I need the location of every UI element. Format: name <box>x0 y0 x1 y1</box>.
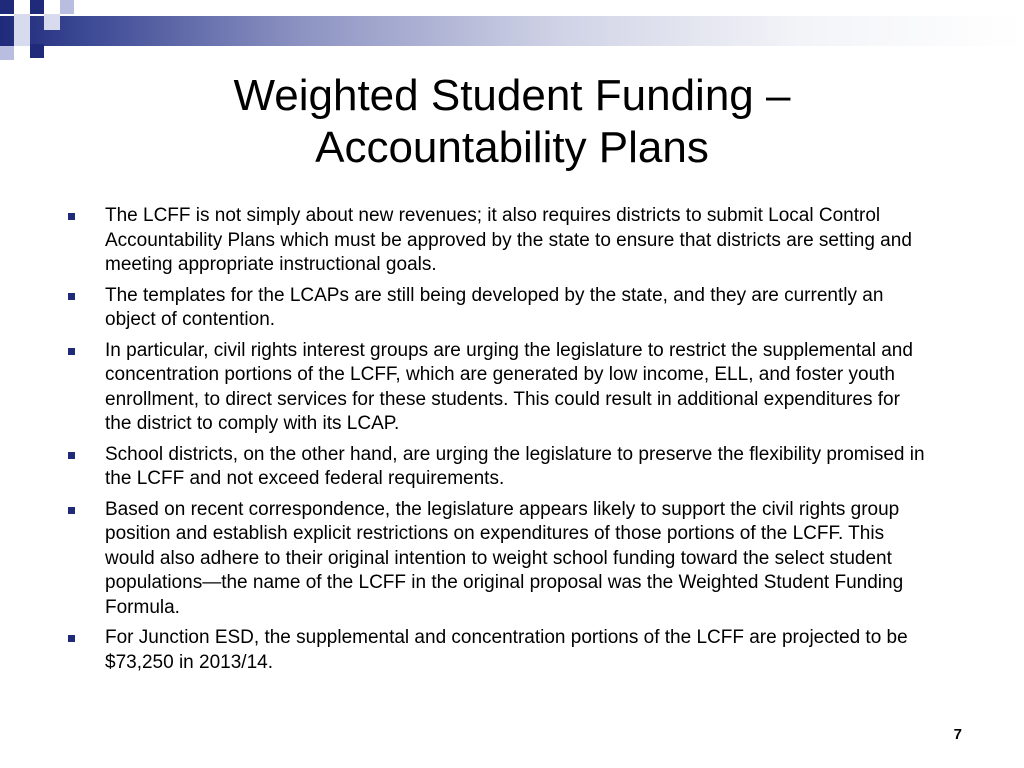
bullet-text: Based on recent correspondence, the legislature appears likely to support the civil rights group position and establish explicit restrictions on expenditures of those portions of the LCFF. This would also adhere to their original intention to weight school funding toward the select student populations—the name of the LCFF in the original proposal was the Weighted Student Funding Formula. <box>105 498 904 618</box>
deco-square <box>44 14 60 30</box>
bullet-list <box>68 204 928 681</box>
header-gradient-bar <box>0 16 1024 46</box>
deco-square <box>14 14 30 30</box>
bullet-item <box>68 204 928 278</box>
slide-title <box>100 70 924 174</box>
deco-square <box>0 0 14 14</box>
square-bullet-icon <box>68 635 75 642</box>
deco-square <box>30 0 44 14</box>
bullet-text: In particular, civil rights interest groups are urging the legislature to restrict the supplemental and concentration portions of the LCFF, which are generated by low income, ELL, and foster youth enrollment, to direct services for these students. This could result in additional expenditures for the district to comply with its LCAP. <box>105 339 913 434</box>
square-bullet-icon <box>68 213 75 220</box>
bullet-text: The LCFF is not simply about new revenues; it also requires districts to submit Local Control Accountability Plans which must be approved by the state to ensure that districts are setting and meeting appropriate instructional goals. <box>105 205 912 275</box>
bullet-item <box>68 626 928 675</box>
square-bullet-icon <box>68 348 75 355</box>
slide-title-line-2: Accountability Plans <box>315 123 709 172</box>
bullet-item <box>68 443 928 492</box>
square-bullet-icon <box>68 293 75 300</box>
bullet-item <box>68 339 928 437</box>
deco-square <box>14 30 30 46</box>
bullet-text: For Junction ESD, the supplemental and concentration portions of the LCFF are projected to be $73,250 in 2013/14. <box>105 627 908 673</box>
deco-square <box>30 44 44 58</box>
bullet-text: The templates for the LCAPs are still being developed by the state, and they are currently an object of contention. <box>105 284 884 330</box>
page-number: 7 <box>953 726 962 743</box>
deco-square <box>0 46 14 60</box>
square-bullet-icon <box>68 452 75 459</box>
deco-square <box>60 0 74 14</box>
bullet-item <box>68 498 928 621</box>
square-bullet-icon <box>68 507 75 514</box>
slide-title-line-1: Weighted Student Funding – <box>233 71 791 120</box>
bullet-text: School districts, on the other hand, are urging the legislature to preserve the flexibility promised in the LCFF and not exceed federal requirements. <box>105 443 925 489</box>
bullet-item <box>68 284 928 333</box>
